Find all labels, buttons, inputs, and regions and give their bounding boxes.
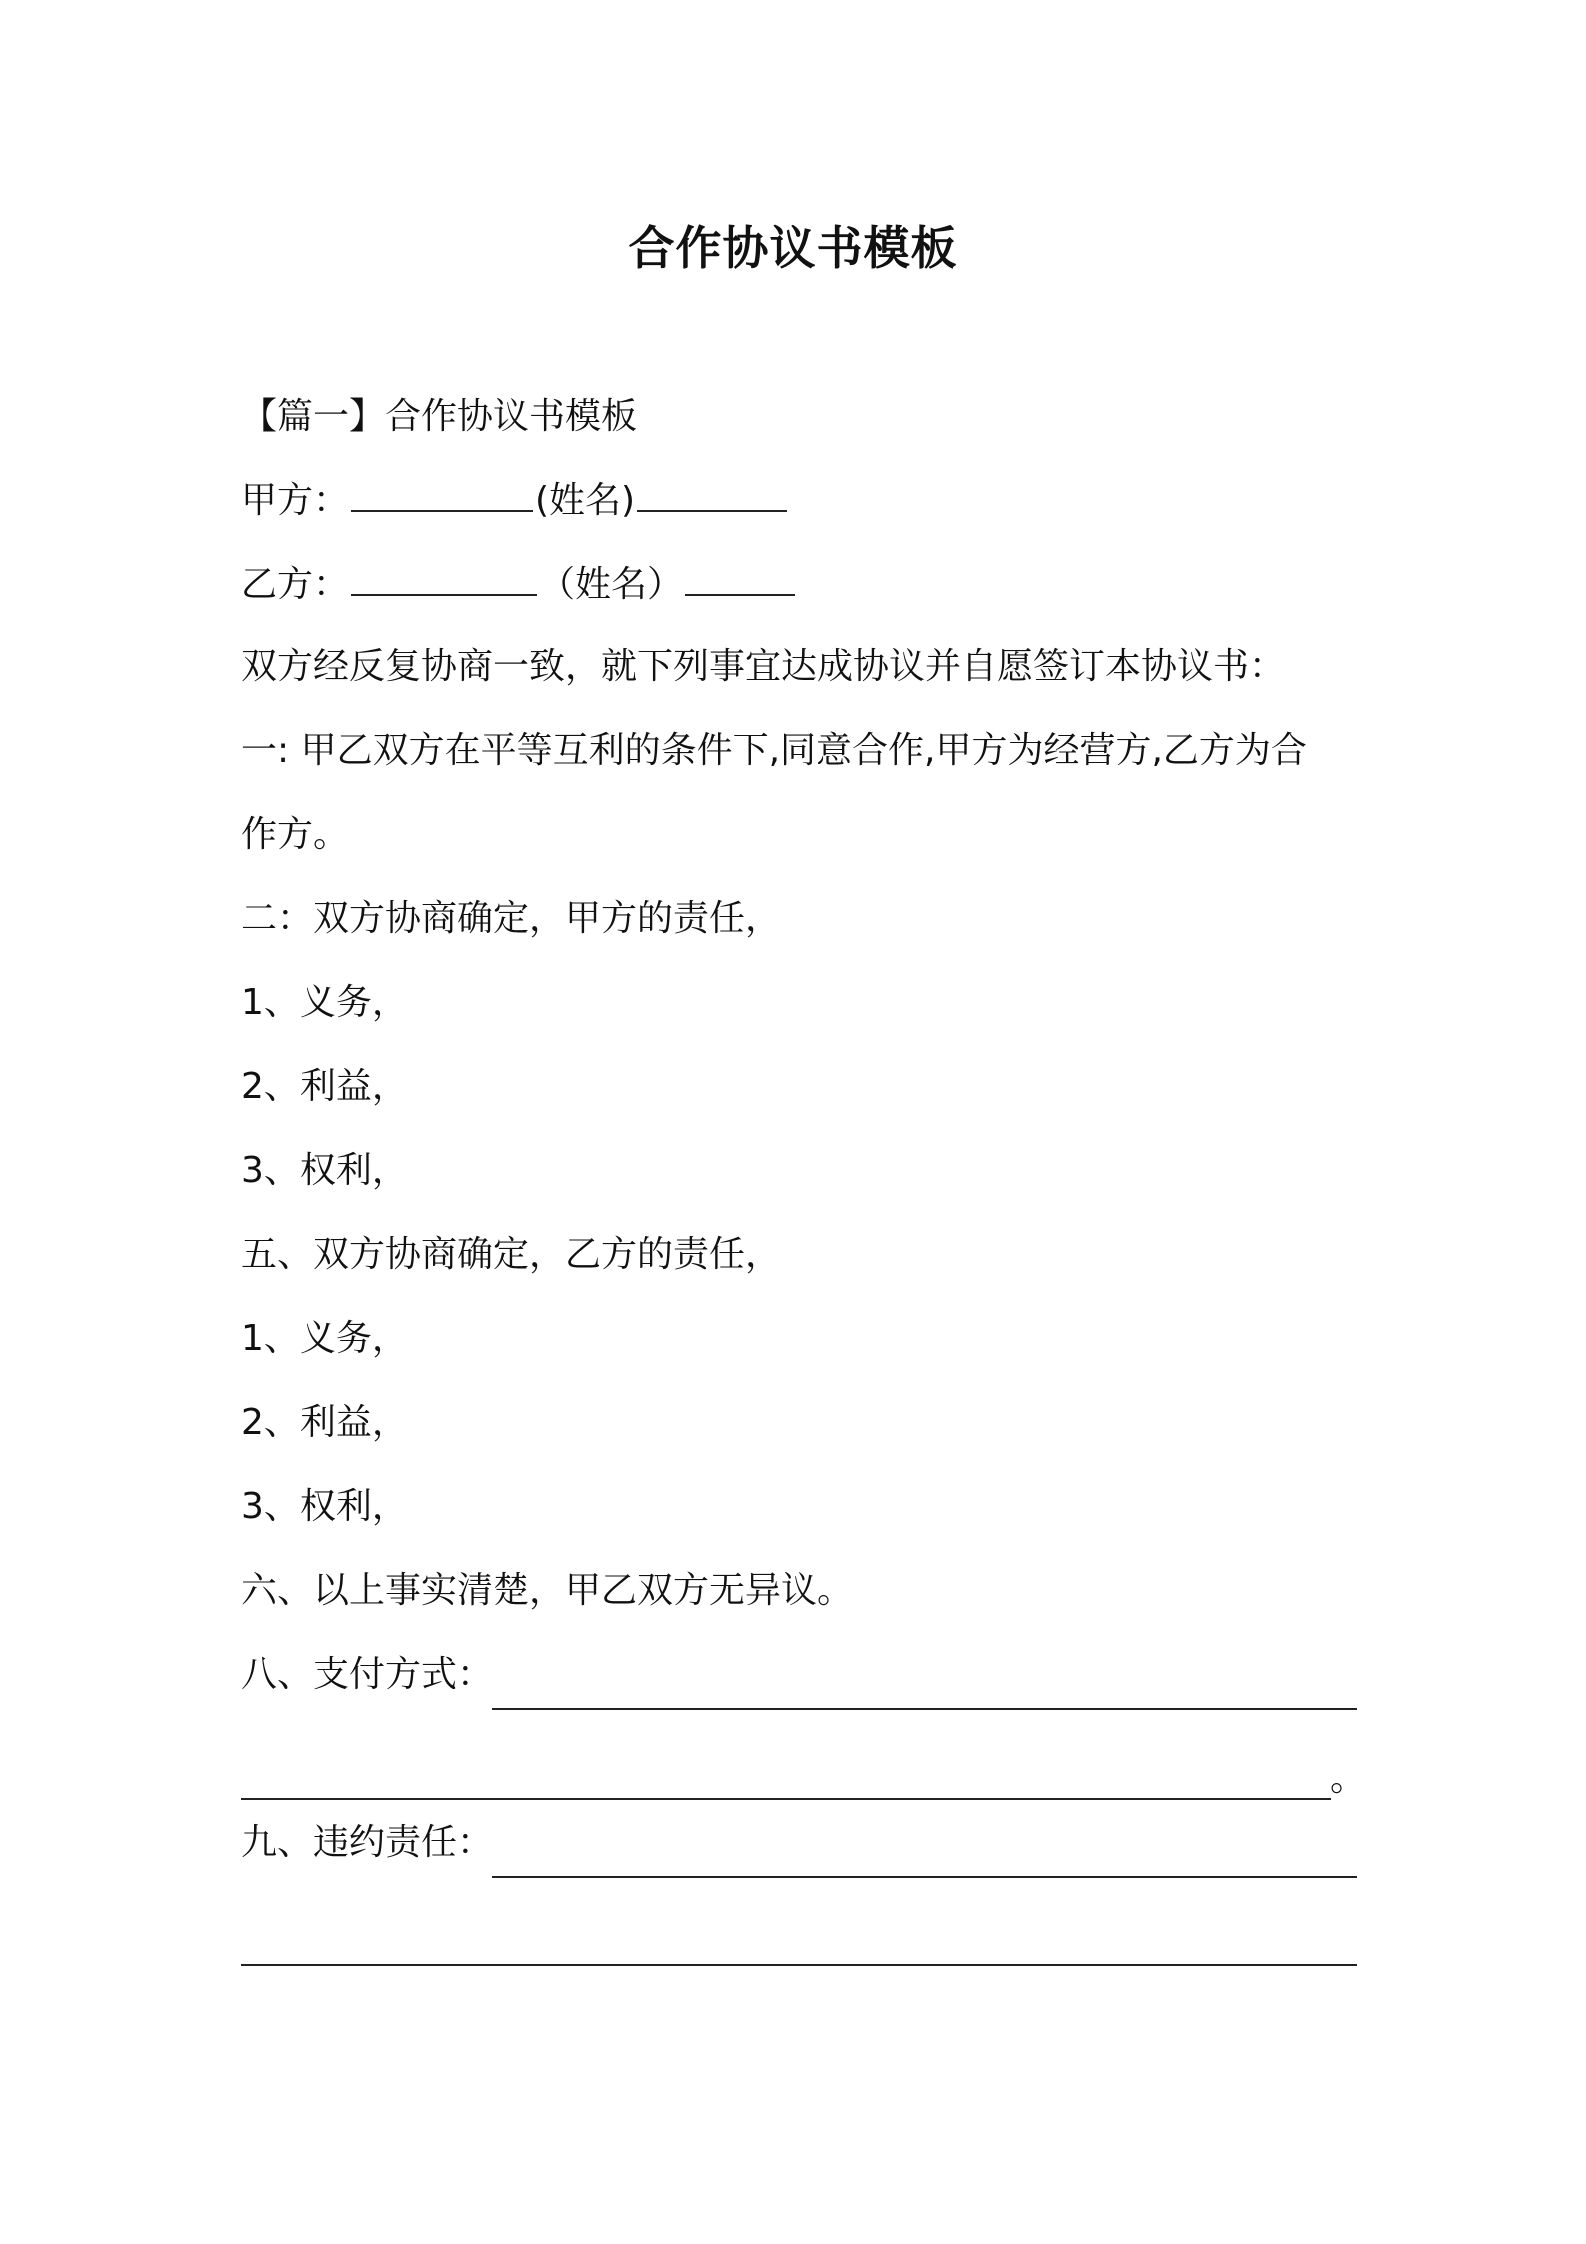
party-b-label: 乙方： xyxy=(241,564,350,605)
party-b-blank-2[interactable] xyxy=(685,558,795,596)
clause-6: 六、以上事实清楚，甲乙双方无异议。 xyxy=(241,1570,854,1611)
section-heading: 【篇一】合作协议书模板 xyxy=(241,396,638,437)
intro-paragraph: 双方经反复协商一致，就下列事宜达成协议并自愿签订本协议书： xyxy=(241,646,1286,687)
party-a-item-benefit: 2、利益， xyxy=(241,1066,408,1107)
party-b-item-right: 3、权利， xyxy=(241,1486,408,1527)
party-b-item-obligation: 1、义务， xyxy=(241,1318,408,1359)
party-a-line xyxy=(241,474,789,526)
party-b-name-hint: （姓名） xyxy=(539,564,684,605)
document-title: 合作协议书模板 xyxy=(628,221,958,275)
party-a-blank-1[interactable] xyxy=(351,474,533,512)
breach-liability-blank-2[interactable] xyxy=(241,1962,1357,1966)
clause-8-label: 八、支付方式： xyxy=(241,1654,494,1695)
payment-method-end-mark: 。 xyxy=(1330,1758,1367,1799)
payment-method-blank-2[interactable] xyxy=(241,1796,1331,1800)
party-a-name-hint: (姓名) xyxy=(535,480,636,521)
clause-1-line-1: 一: 甲乙双方在平等互利的条件下,同意合作,甲方为经营方,乙方为合 xyxy=(241,730,1307,771)
party-b-blank-1[interactable] xyxy=(351,558,537,596)
clause-1-line-2: 作方。 xyxy=(241,814,350,855)
party-a-item-obligation: 1、义务， xyxy=(241,982,408,1023)
clause-5: 五、双方协商确定，乙方的责任， xyxy=(241,1234,782,1275)
party-b-line xyxy=(241,558,797,610)
party-a-item-right: 3、权利， xyxy=(241,1150,408,1191)
breach-liability-blank-1[interactable] xyxy=(492,1874,1357,1878)
payment-method-blank-1[interactable] xyxy=(492,1706,1357,1710)
clause-2: 二：双方协商确定，甲方的责任， xyxy=(241,898,782,939)
party-a-label: 甲方： xyxy=(241,480,350,521)
clause-9-label: 九、违约责任： xyxy=(241,1822,494,1863)
party-a-blank-2[interactable] xyxy=(637,474,787,512)
party-b-item-benefit: 2、利益， xyxy=(241,1402,408,1443)
